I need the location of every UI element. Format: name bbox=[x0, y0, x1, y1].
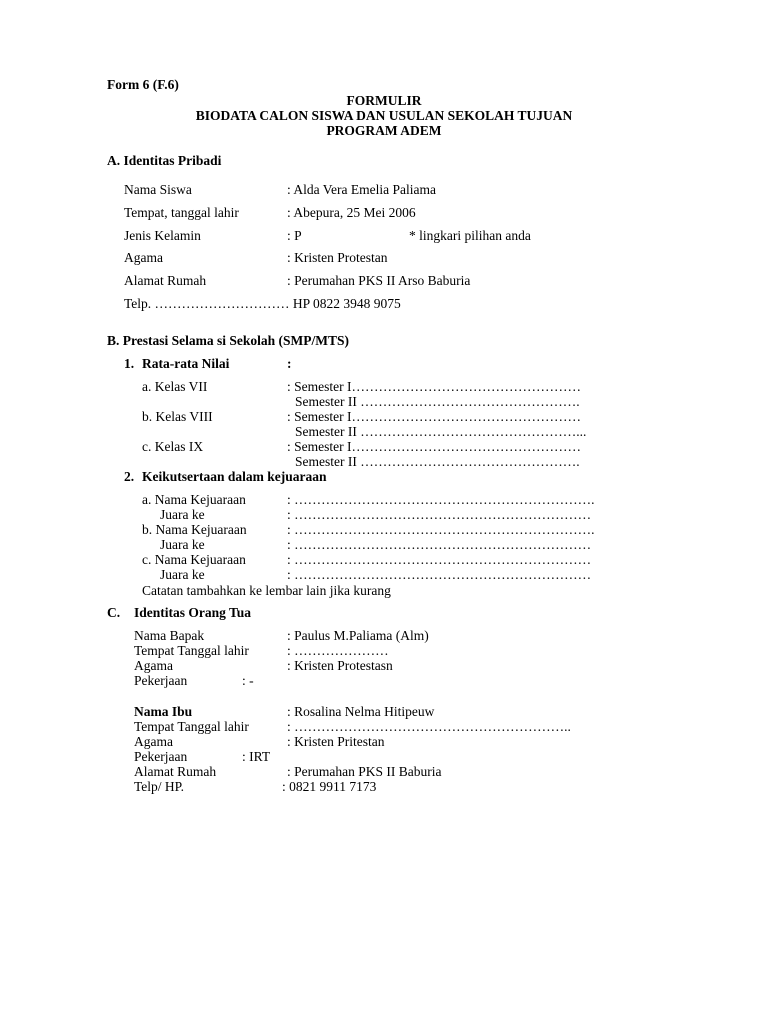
father-birth-label: Tempat Tanggal lahir bbox=[134, 643, 249, 658]
competition-name-value: : ………………………………………………………… bbox=[287, 552, 592, 567]
grade-label: a. Kelas VII bbox=[142, 379, 208, 394]
father-religion-label: Agama bbox=[134, 658, 173, 673]
mother-religion-label: Agama bbox=[134, 734, 173, 749]
title-line-2: BIODATA CALON SISWA DAN USULAN SEKOLAH TUJUAN bbox=[195, 108, 573, 123]
competition-rank-label: Juara ke bbox=[160, 537, 205, 552]
mother-name-label: Nama Ibu bbox=[134, 704, 193, 719]
birth-label: Tempat, tanggal lahir bbox=[124, 205, 239, 220]
competition-name-value: : …………………………………………………………. bbox=[287, 492, 595, 507]
student-name-label: Nama Siswa bbox=[124, 182, 192, 197]
address-value: : Perumahan PKS II Arso Baburia bbox=[287, 273, 471, 288]
father-job-label: Pekerjaan bbox=[134, 673, 188, 688]
sub2-number: 2. bbox=[124, 469, 135, 484]
address-label: Alamat Rumah bbox=[124, 273, 207, 288]
mother-religion-value: : Kristen Pritestan bbox=[287, 734, 385, 749]
section-b-heading: B. Prestasi Selama si Sekolah (SMP/MTS) bbox=[107, 333, 350, 348]
additional-note: Catatan tambahkan ke lembar lain jika kurang bbox=[142, 583, 391, 598]
grade-sem1: : Semester I…………………………………………… bbox=[287, 379, 581, 394]
mother-phone-value: : 0821 9911 7173 bbox=[282, 779, 377, 794]
father-name-label: Nama Bapak bbox=[134, 628, 205, 643]
sub1-title: Rata-rata Nilai bbox=[142, 356, 230, 371]
religion-value: : Kristen Protestan bbox=[287, 250, 388, 265]
grade-sem2: Semester II …………………………………………. bbox=[295, 394, 580, 409]
mother-phone-label: Telp/ HP. bbox=[134, 779, 185, 794]
section-c-heading: Identitas Orang Tua bbox=[134, 605, 252, 620]
grade-label: b. Kelas VIII bbox=[142, 409, 213, 424]
mother-address-value: : Perumahan PKS II Baburia bbox=[287, 764, 442, 779]
competition-name-label: b. Nama Kejuaraan bbox=[142, 522, 247, 537]
form-label: Form 6 (F.6) bbox=[107, 77, 179, 92]
gender-label: Jenis Kelamin bbox=[124, 228, 201, 243]
grade-label: c. Kelas IX bbox=[142, 439, 204, 454]
section-c-letter: C. bbox=[107, 605, 121, 620]
gender-value: : P bbox=[287, 228, 302, 243]
competition-rank-value: : ………………………………………………………… bbox=[287, 537, 592, 552]
mother-birth-label: Tempat Tanggal lahir bbox=[134, 719, 249, 734]
birth-value: : Abepura, 25 Mei 2006 bbox=[287, 205, 416, 220]
competition-rank-label: Juara ke bbox=[160, 507, 205, 522]
mother-name-value: : Rosalina Nelma Hitipeuw bbox=[287, 704, 435, 719]
competition-rank-value: : ………………………………………………………… bbox=[287, 567, 592, 582]
grade-sem1: : Semester I…………………………………………… bbox=[287, 409, 581, 424]
mother-job-value: : IRT bbox=[242, 749, 271, 764]
telp-line: Telp. ………………………… HP 0822 3948 9075 bbox=[124, 296, 401, 311]
competition-rank-value: : ………………………………………………………… bbox=[287, 507, 592, 522]
section-a-heading: A. Identitas Pribadi bbox=[107, 153, 222, 168]
father-religion-value: : Kristen Protestasn bbox=[287, 658, 393, 673]
mother-birth-value: : …………………………………………………….. bbox=[287, 719, 571, 734]
title-line-3: PROGRAM ADEM bbox=[326, 123, 442, 138]
student-name-value: : Alda Vera Emelia Paliama bbox=[287, 182, 436, 197]
grade-sem2: Semester II …………………………………………. bbox=[295, 454, 580, 469]
competition-name-value: : …………………………………………………………. bbox=[287, 522, 595, 537]
competition-rank-label: Juara ke bbox=[160, 567, 205, 582]
religion-label: Agama bbox=[124, 250, 163, 265]
mother-job-label: Pekerjaan bbox=[134, 749, 188, 764]
grade-sem1: : Semester I…………………………………………… bbox=[287, 439, 581, 454]
grade-sem2: Semester II …………………………………………... bbox=[295, 424, 587, 439]
father-name-value: : Paulus M.Paliama (Alm) bbox=[287, 628, 429, 643]
father-job-value: : - bbox=[242, 673, 254, 688]
sub2-title: Keikutsertaan dalam kejuaraan bbox=[142, 469, 327, 484]
competition-name-label: c. Nama Kejuaraan bbox=[142, 552, 246, 567]
gender-note: * lingkari pilihan anda bbox=[409, 228, 531, 243]
mother-address-label: Alamat Rumah bbox=[134, 764, 217, 779]
father-birth-value: : ………………… bbox=[287, 643, 389, 658]
title-line-1: FORMULIR bbox=[346, 93, 422, 108]
competition-name-label: a. Nama Kejuaraan bbox=[142, 492, 246, 507]
sub1-number: 1. bbox=[124, 356, 135, 371]
sub1-colon: : bbox=[287, 356, 292, 371]
